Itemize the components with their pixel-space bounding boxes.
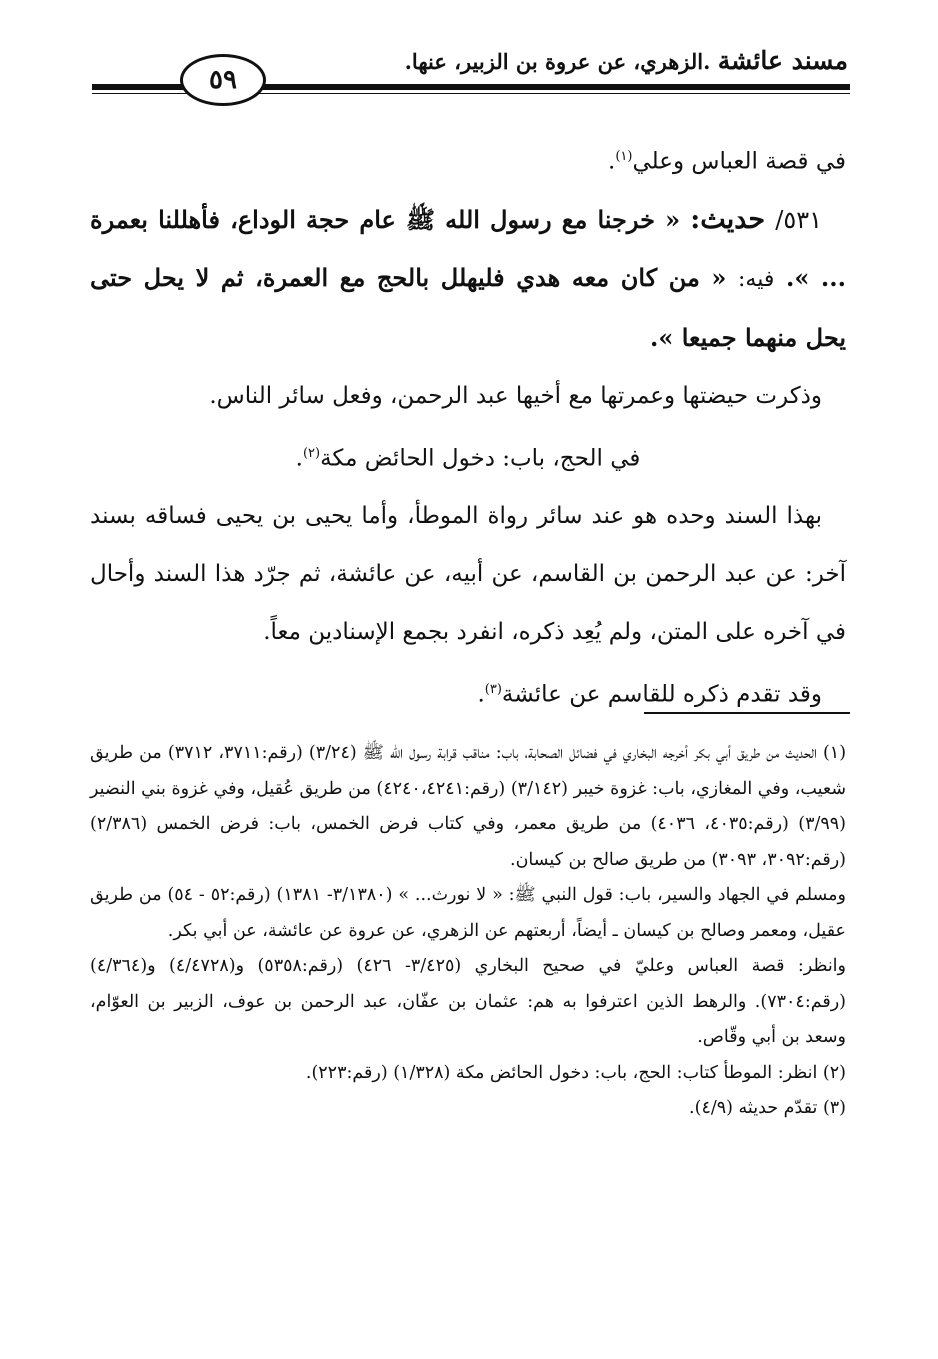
- main-text: [90, 128, 846, 724]
- paragraph-3: [90, 425, 846, 488]
- paragraph-5-end: .: [477, 681, 485, 708]
- hadith-fih: فيه:: [738, 266, 775, 292]
- paragraph-5-text: وقد تقدم ذكره للقاسم عن عائشة: [501, 681, 822, 708]
- footnote-3: (٣) تقدّم حديثه (٤/٩).: [689, 1098, 846, 1118]
- hadith-number: ٥٣١/: [775, 205, 823, 234]
- footnote-ref-2: (٢): [302, 445, 321, 461]
- running-head: [405, 46, 848, 75]
- paragraph-1-end: .: [608, 148, 616, 175]
- footnote-separator: [644, 712, 850, 714]
- paragraph-1-text: في قصة العباس وعلي: [632, 148, 846, 175]
- paragraph-4: بهذا السند وحده هو عند سائر رواة الموطأ، وأما يحيى بن يحيى فساقه بسند آخر: عن عبد الرحمن بن القاسم، عن أبيه، عن عائشة، ثم جرّد هذا السند وأحال في آخره على المتن، ولم يُعِد ذكره، انفرد بجمع الإسنادين معاً.: [90, 503, 846, 646]
- paragraph-3-end: .: [295, 445, 303, 472]
- footnotes: [90, 736, 846, 1127]
- running-head-rest: .الزهري، عن عروة بن الزبير، عنها.: [404, 49, 711, 74]
- paragraph-2: وذكرت حيضتها وعمرتها مع أخيها عبد الرحمن، وفعل سائر الناس.: [209, 382, 822, 409]
- paragraph-1: [90, 128, 846, 191]
- hadith-text-2: « من كان معه هدي فليهلل بالحج مع العمرة، ثم لا يحل حتى يحل منهما جميعا ».: [90, 262, 846, 352]
- footnote-2: (٢) انظر: الموطأ كتاب: الحج، باب: دخول الحائض مكة (١/٣٢٨) (رقم:٢٢٣).: [305, 1062, 846, 1083]
- footnote-ref-3: (٣): [484, 682, 502, 698]
- footnote-1-continued-see: وانظر: قصة العباس وعليّ في صحيح البخاري (٣/٤٢٥- ٤٢٦) (رقم:٥٣٥٨) و(٤/٤٧٢٨) و(٤/٣٦٤) (رقم:٧٣٠٤). والرهط الذين اعترفوا به هم: عثمان بن عفّان، عبد الرحمن بن عوف، الزبير بن العوّام، وسعد بن أبي وقّاص.: [90, 956, 846, 1047]
- hadith-text-1: « خرجنا مع رسول الله ﷺ عام حجة الوداع، فأهللنا بعمرة ... ».: [90, 204, 846, 292]
- page-number-oval: [180, 54, 266, 106]
- footnote-1-continued-muslim: ومسلم في الجهاد والسير، باب: قول النبي ﷺ: « لا نورث... » (٣/١٣٨٠- ١٣٨١) (رقم:٥٢ - ٥٤) من طريق عقيل، ومعمر وصالح بن كيسان ـ أيضاً، أربعتهم عن الزهري، عن عروة عن عائشة، عن أبي بكر.: [90, 885, 846, 941]
- page-number: ٥٩: [209, 65, 237, 95]
- running-head-lead: مسند عائشة: [717, 46, 848, 75]
- footnote-ref-1: (١): [615, 149, 633, 164]
- hadith-keyword: حديث:: [690, 203, 766, 235]
- footnote-1: (١) الحديث من طريق أبي بكر أخرجه البخاري في فضائل الصحابة، باب: مناقب قرابة رسول الله ﷺ (٣/٢٤) (رقم:٣٧١١، ٣٧١٢) من طريق شعيب، وفي المغازي، باب: غزوة خيبر (٣/١٤٢) (رقم:٤٢٤٠،٤٢٤١) من طريق عُقيل، وفي غزوة بني النضير (٣/٩٩) (رقم:٤٠٣٥، ٤٠٣٦) من طريق معمر، وفي كتاب فرض الخمس، باب: فرض الخمس (٢/٣٨٦) (رقم:٣٠٩٢، ٣٠٩٣) من طريق صالح بن كيسان.: [90, 743, 847, 870]
- hadith-531: [90, 191, 846, 367]
- paragraph-3-text: في الحج، باب: دخول الحائض مكة: [320, 445, 641, 472]
- paragraph-5: [90, 661, 846, 724]
